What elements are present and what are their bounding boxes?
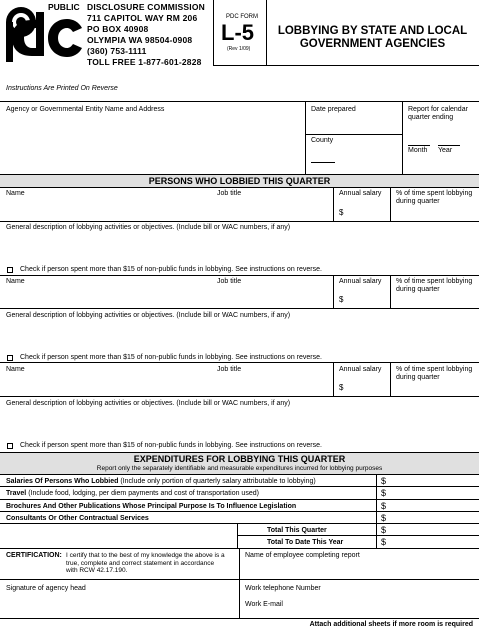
person-description-label: General description of lobbying activities or objectives. (Include bill or WAC numbers, if any) bbox=[6, 400, 291, 407]
work-phone-label: Work telephone Number bbox=[245, 585, 321, 592]
agency-tollfree: TOLL FREE 1-877-601-2828 bbox=[87, 57, 202, 67]
person-time-label-1: % of time spent lobbying bbox=[396, 278, 473, 285]
person-description-label: General description of lobbying activities or objectives. (Include bill or WAC numbers, if any) bbox=[6, 312, 291, 319]
expense-row-travel-title: Travel bbox=[6, 490, 27, 497]
person-name-label: Name bbox=[6, 366, 25, 373]
year-label: Year bbox=[438, 147, 453, 154]
non-public-funds-checkbox[interactable] bbox=[7, 443, 13, 449]
month-field[interactable] bbox=[408, 145, 430, 146]
non-public-funds-label: Check if person spent more than $15 of non-public funds in lobbying. See instructions on reverse. bbox=[20, 442, 322, 449]
expense-travel-dollar[interactable]: $ bbox=[381, 488, 387, 498]
form-rev: (Rev 1/09) bbox=[227, 46, 251, 52]
agency-address1: 711 CAPITOL WAY RM 206 bbox=[87, 13, 198, 23]
agency-address2: PO BOX 40908 bbox=[87, 24, 149, 34]
form-label: PDC FORM bbox=[226, 14, 258, 20]
expense-row-brochures bbox=[6, 503, 296, 511]
non-public-funds-label: Check if person spent more than $15 of non-public funds in lobbying. See instructions on reverse. bbox=[20, 266, 322, 273]
total-year-dollar[interactable]: $ bbox=[381, 537, 387, 547]
certification-text bbox=[66, 552, 225, 575]
instructions-note: Instructions Are Printed On Reverse bbox=[6, 85, 118, 92]
expense-salaries-dollar[interactable]: $ bbox=[381, 476, 387, 486]
certification-text-2: true, complete and correct statement in accordance bbox=[66, 559, 215, 567]
expense-row-brochures-title: Brochures And Other Publications Whose Principal Purpose Is To Influence Legislation bbox=[6, 503, 297, 510]
date-prepared-field[interactable] bbox=[306, 116, 402, 134]
form-number: L-5 bbox=[221, 20, 254, 45]
date-prepared-label: Date prepared bbox=[311, 106, 356, 113]
non-public-funds-checkbox[interactable] bbox=[7, 355, 13, 361]
expense-row-salaries bbox=[6, 478, 316, 486]
persons-section-title: PERSONS WHO LOBBIED THIS QUARTER bbox=[148, 176, 331, 186]
signature-field[interactable] bbox=[2, 595, 236, 616]
expense-brochures-dollar[interactable]: $ bbox=[381, 501, 387, 511]
form-title bbox=[266, 25, 479, 51]
expense-row-travel bbox=[6, 490, 259, 498]
county-field[interactable] bbox=[311, 162, 335, 163]
expense-row-consultants-title: Consultants Or Other Contractual Services bbox=[6, 515, 149, 522]
person-time-label-2: during quarter bbox=[396, 198, 440, 205]
total-quarter-label: Total This Quarter bbox=[267, 527, 327, 534]
total-quarter-dollar[interactable]: $ bbox=[381, 525, 387, 535]
certification-text-3: with RCW 42.17.190. bbox=[66, 567, 128, 574]
person-name-label: Name bbox=[6, 278, 25, 285]
report-quarter-label bbox=[408, 106, 468, 122]
agency-phone: (360) 753-1111 bbox=[87, 46, 147, 56]
agency-header-text bbox=[48, 2, 80, 13]
report-quarter-label-2: quarter ending bbox=[408, 114, 454, 121]
non-public-funds-checkbox[interactable] bbox=[7, 267, 13, 273]
county-label: County bbox=[311, 137, 334, 144]
person-job-title-label: Job title bbox=[217, 366, 242, 373]
agency-name bbox=[87, 2, 205, 68]
person-job-title-label: Job title bbox=[217, 278, 242, 285]
expense-row-salaries-title: Salaries Of Persons Who Lobbied bbox=[6, 478, 119, 485]
form-title-line2: GOVERNMENT AGENCIES bbox=[299, 38, 446, 50]
form-title-line1: LOBBYING BY STATE AND LOCAL bbox=[277, 25, 468, 37]
certification-label: CERTIFICATION: bbox=[6, 552, 62, 559]
person-time-label bbox=[396, 278, 472, 294]
expense-row-travel-note: (Include food, lodging, per diem payments and cost of transportation used) bbox=[26, 490, 259, 497]
certification-text-1: I certify that to the best of my knowledge the above is a bbox=[66, 552, 225, 559]
person-time-label-1: % of time spent lobbying bbox=[396, 190, 473, 197]
person-job-title-label: Job title bbox=[217, 190, 242, 197]
person-time-label bbox=[396, 190, 472, 206]
expense-row-consultants bbox=[6, 515, 149, 523]
person-time-label bbox=[396, 366, 472, 382]
expenditures-title: EXPENDITURES FOR LOBBYING THIS QUARTER bbox=[133, 454, 346, 464]
agency-name-label: Agency or Governmental Entity Name and Address bbox=[6, 106, 165, 113]
person-description-label: General description of lobbying activities or objectives. (Include bill or WAC numbers, if any) bbox=[6, 224, 291, 231]
work-email-label: Work E-mail bbox=[245, 601, 283, 608]
person-salary-dollar: $ bbox=[339, 208, 344, 217]
expense-row-salaries-note: (Include only portion of quarterly salary attributable to lobbying) bbox=[118, 478, 316, 485]
person-salary-label: Annual salary bbox=[339, 278, 382, 285]
agency-line1b: DISCLOSURE COMMISSION bbox=[87, 2, 206, 12]
agency-line1: PUBLIC bbox=[48, 2, 80, 12]
signature-label: Signature of agency head bbox=[6, 585, 86, 592]
year-field[interactable] bbox=[438, 145, 460, 146]
person-salary-dollar: $ bbox=[339, 295, 344, 304]
employee-name-label: Name of employee completing report bbox=[245, 552, 360, 559]
person-salary-label: Annual salary bbox=[339, 190, 382, 197]
agency-name-field[interactable] bbox=[2, 118, 302, 170]
agency-address3: OLYMPIA WA 98504-0908 bbox=[87, 35, 193, 45]
person-time-label-1: % of time spent lobbying bbox=[396, 366, 473, 373]
footer-note: Attach additional sheets if more room is required bbox=[309, 621, 473, 628]
month-label: Month bbox=[408, 147, 428, 154]
non-public-funds-label: Check if person spent more than $15 of non-public funds in lobbying. See instructions on reverse. bbox=[20, 354, 322, 361]
total-year-label: Total To Date This Year bbox=[267, 539, 344, 546]
expense-consultants-dollar[interactable]: $ bbox=[381, 513, 387, 523]
report-quarter-label-1: Report for calendar bbox=[408, 106, 468, 113]
person-salary-label: Annual salary bbox=[339, 366, 382, 373]
person-salary-dollar: $ bbox=[339, 383, 344, 392]
expenditures-subtitle: Report only the separately identifiable and measurable expenditures incurred for lobbying purposes bbox=[96, 465, 383, 472]
person-time-label-2: during quarter bbox=[396, 286, 440, 293]
person-time-label-2: during quarter bbox=[396, 374, 440, 381]
person-name-label: Name bbox=[6, 190, 25, 197]
